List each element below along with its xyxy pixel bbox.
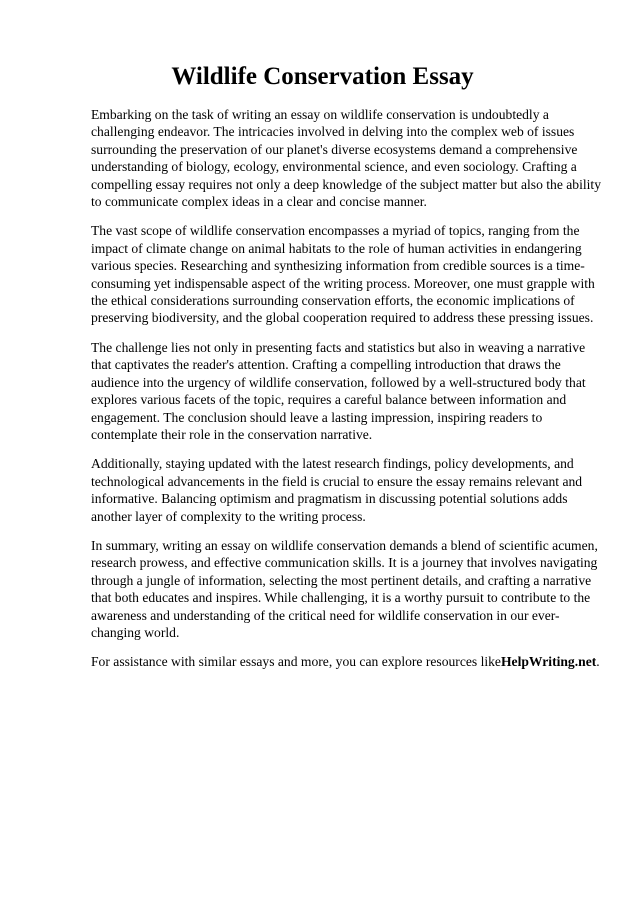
paragraph-challenge: The challenge lies not only in presenting facts and statistics but also in weaving a narrative that captivates the reader's attention. Crafting a compelling introduction that draws the audience into the urgency of wildlife conservation, followed by a well-structured body that explores various facets of the topic, requires a careful balance between information and engagement. The conclusion should leave a lasting impression, inspiring readers to contemplate their role in the conservation narrative.: [91, 339, 586, 442]
closing-suffix: .: [596, 654, 600, 670]
page-title: Wildlife Conservation Essay: [171, 63, 474, 90]
closing-paragraph: [91, 653, 602, 670]
paragraph-scope: The vast scope of wildlife conservation encompasses a myriad of topics, ranging from the impact of climate change on animal habitats to the role of human activities in endangering various species. Researching and synthesizing information from credible sources is a time-consuming yet indispensable aspect of the writing process. Moreover, one must grapple with the ethical considerations surrounding conservation efforts, the economic implications of preserving biodiversity, and the global cooperation required to address these pressing issues.: [91, 223, 595, 326]
paragraph-intro: Embarking on the task of writing an essay on wildlife conservation is undoubtedly a challenging endeavor. The intricacies involved in delving into the complex web of issues surrounding the preservation of our planet's diverse ecosystems demand a comprehensive understanding of biology, ecology, environmental science, and even sociology. Crafting a compelling essay requires not only a deep knowledge of the subject matter but also the ability to communicate complex ideas in a clear and concise manner.: [91, 107, 602, 210]
closing-text: For assistance with similar essays and more, you can explore resources like: [91, 654, 501, 670]
helpwriting-link[interactable]: HelpWriting.net: [500, 654, 597, 670]
paragraph-additionally: Additionally, staying updated with the latest research findings, policy developments, and technological advancements in the field is crucial to ensure the essay remains relevant and informative. Balancing optimism and pragmatism in discussing potential solutions adds another layer of complexity to the writing process.: [91, 456, 583, 524]
paragraph-summary: In summary, writing an essay on wildlife conservation demands a blend of scientific acumen, research prowess, and effective communication skills. It is a journey that involves navigating through a jungle of information, selecting the most pertinent details, and crafting a narrative that both educates and inspires. While challenging, it is a worthy pursuit to contribute to the awareness and understanding of the critical need for wildlife conservation in our ever-changing world.: [91, 537, 598, 640]
